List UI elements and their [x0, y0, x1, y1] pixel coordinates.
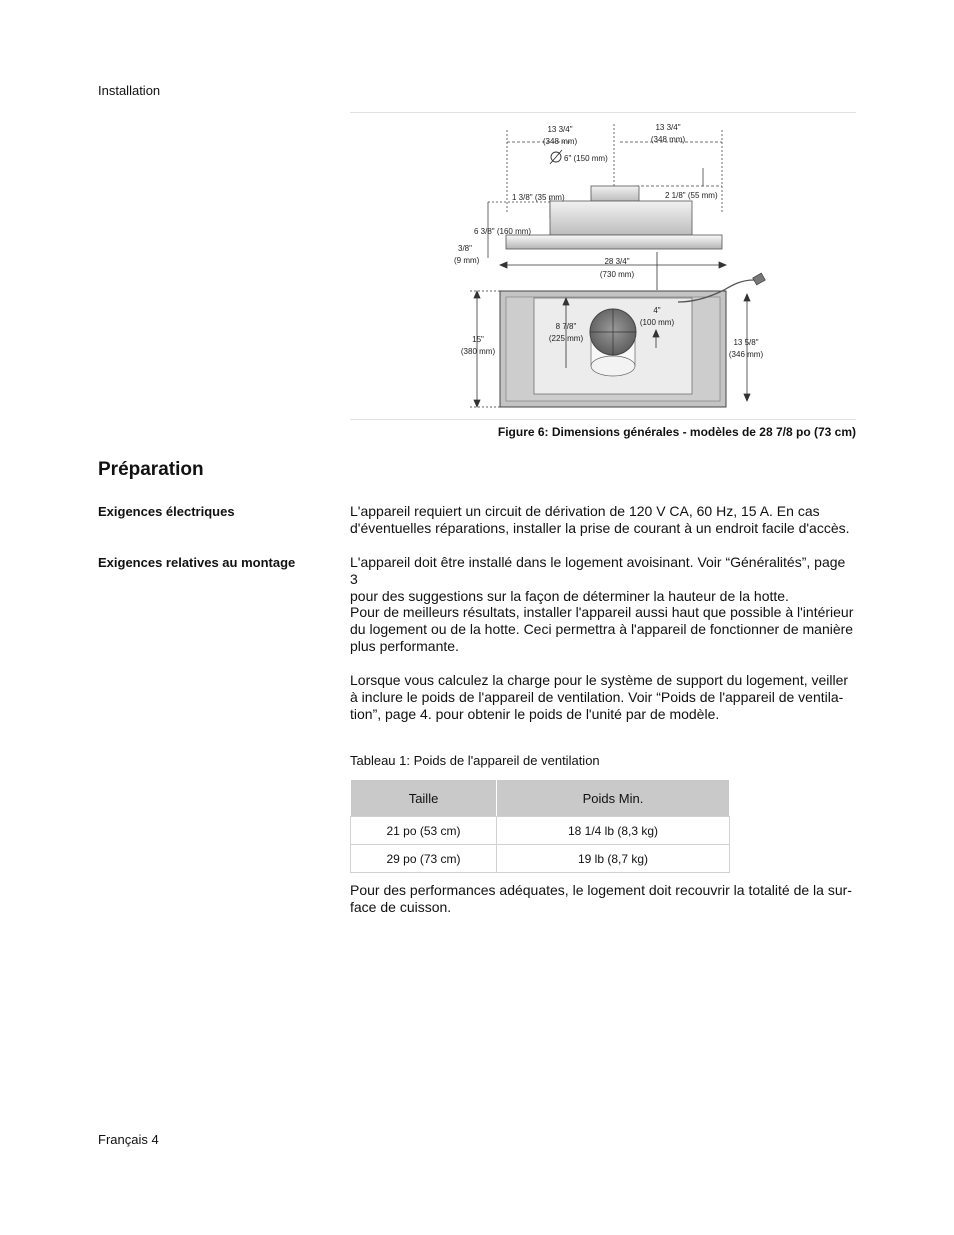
power-plug [753, 273, 766, 285]
paragraph-line: Lorsque vous calculez la charge pour le système de support du logement, veiller [350, 672, 849, 688]
column-header-weight: Poids Min. [497, 780, 730, 817]
electrical-paragraph [350, 503, 856, 537]
depth-label: 15" [472, 335, 484, 344]
paragraph-line: Pour des performances adéquates, le logement doit recouvrir la totalité de la sur- [350, 882, 852, 898]
table-row [351, 817, 730, 845]
duct-height-left-label: 1 3/8" (35 mm) [512, 193, 565, 202]
flange-mm-label: (9 mm) [454, 256, 480, 265]
paragraph-line: face de cuisson. [350, 899, 452, 915]
duct-collar-side [591, 186, 639, 201]
paragraph-line: tion”, page 4. pour obtenir le poids de l'unité par de modèle. [350, 706, 720, 722]
mounting-heading: Exigences relatives au montage [98, 555, 296, 570]
paragraph-line: du logement ou de la hotte. Ceci permettra à l'appareil de fonctionner de manière [350, 621, 854, 637]
duct-height-right-label: 2 1/8" (55 mm) [665, 191, 718, 200]
mounting-paragraph-3 [350, 672, 856, 723]
duct-diameter-label: 6" (150 mm) [564, 154, 608, 163]
depth-mm-label: (380 mm) [460, 347, 496, 356]
section-title: Préparation [98, 459, 204, 480]
inner-depth-label: 13 5/8" [733, 338, 759, 347]
paragraph-line: Pour de meilleurs résultats, installer l'appareil aussi haut que possible à l'intérieur [350, 604, 854, 620]
table-cell-weight: 18 1/4 lb (8,3 kg) [497, 817, 730, 845]
table-cell-size: 21 po (53 cm) [351, 817, 497, 845]
flange-label: 3/8" [458, 244, 472, 253]
closing-paragraph [350, 882, 856, 916]
paragraph-line: plus performante. [350, 638, 459, 654]
width-right-mm-label: (348 mm) [650, 135, 686, 144]
weights-table [350, 779, 730, 873]
dimension-figure [350, 112, 856, 420]
table-caption: Tableau 1: Poids de l'appareil de ventilation [350, 753, 600, 768]
overall-width-label: 28 3/4" [604, 257, 630, 266]
width-left-mm-label: (348 mm) [542, 137, 578, 146]
figure-caption: Figure 6: Dimensions générales - modèles de 28 7/8 po (73 cm) [497, 425, 856, 439]
column-header-size: Taille [351, 780, 497, 817]
figure-bottom-rule [350, 419, 856, 420]
width-left-label: 13 3/4" [547, 125, 573, 134]
inner-depth-mm-label: (346 mm) [728, 350, 764, 359]
hood-flange-side [506, 235, 722, 249]
width-right-label: 13 3/4" [655, 123, 681, 132]
table-cell-size: 29 po (73 cm) [351, 845, 497, 873]
table-header-row [351, 780, 730, 817]
table-cell-weight: 19 lb (8,7 kg) [497, 845, 730, 873]
duct-offset-label: 8 7/8" [555, 322, 577, 331]
paragraph-line: pour des suggestions sur la façon de déterminer la hauteur de la hotte. [350, 588, 789, 604]
running-header: Installation [98, 83, 161, 98]
table-row [351, 845, 730, 873]
hood-body-side [550, 201, 692, 235]
mounting-paragraph-2 [350, 604, 856, 655]
duct-side-label: 4" [653, 306, 661, 315]
paragraph-line: à inclure le poids de l'appareil de ventilation. Voir “Poids de l'appareil de ventila- [350, 689, 844, 705]
paragraph-line: L'appareil doit être installé dans le logement avoisinant. Voir “Généralités”, page 3 [350, 554, 846, 587]
paragraph-line: d'éventuelles réparations, installer la prise de courant à un endroit facile d'accès. [350, 520, 850, 536]
overall-width-mm-label: (730 mm) [599, 270, 635, 279]
paragraph-line: L'appareil requiert un circuit de dérivation de 120 V CA, 60 Hz, 15 A. En cas [350, 503, 820, 519]
page-footer: Français 4 [98, 1132, 159, 1147]
electrical-heading: Exigences électriques [98, 504, 235, 519]
duct-offset-mm-label: (225 mm) [548, 334, 584, 343]
body-height-label: 6 3/8" (160 mm) [474, 227, 532, 236]
duct-side-mm-label: (100 mm) [639, 318, 675, 327]
mounting-paragraph-1 [350, 554, 856, 605]
dimension-drawing [350, 112, 856, 420]
